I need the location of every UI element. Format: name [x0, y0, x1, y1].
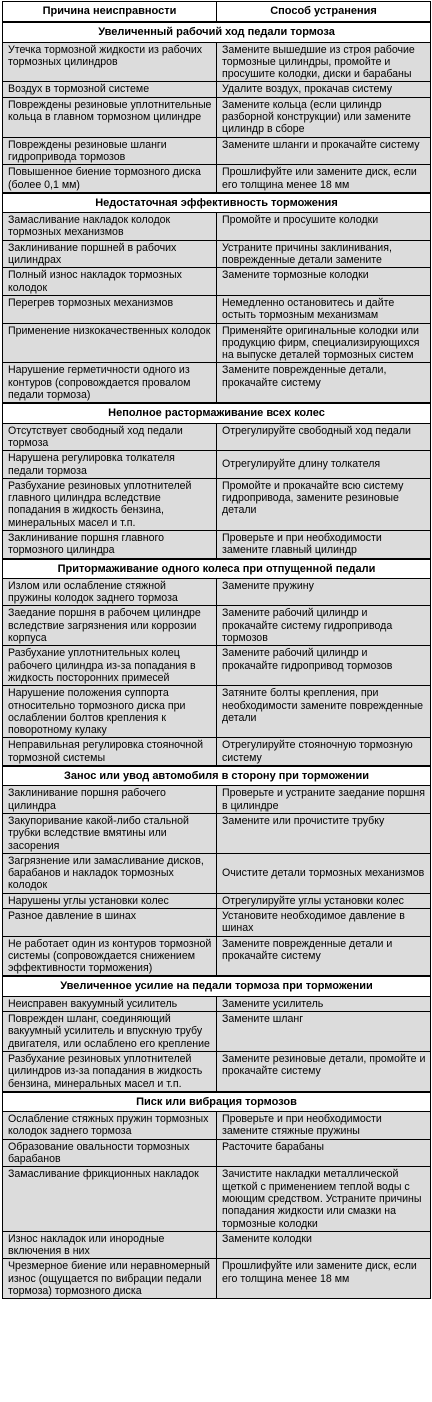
table-row: [3, 268, 431, 296]
table-row: [3, 1231, 431, 1259]
remedy-cell: Замените шланги и прокачайте систему: [217, 137, 431, 165]
cause-cell: Износ накладок или инородные включения в них: [3, 1231, 217, 1259]
remedy-cell: Замените пружину: [217, 578, 431, 606]
remedy-cell: Замените колодки: [217, 1231, 431, 1259]
cause-cell: Разное давление в шинах: [3, 909, 217, 937]
section-header: [3, 193, 431, 213]
remedy-cell: Замените поврежденные детали и прокачайте систему: [217, 936, 431, 976]
table-body: [3, 22, 431, 1299]
cause-cell: Перегрев тормозных механизмов: [3, 295, 217, 323]
cause-cell: Нарушение положения суппорта относительно тормозного диска при ослаблении болтов крепления к поворотному кулаку: [3, 686, 217, 738]
cause-cell: Повреждены резиновые уплотнительные кольца в главном тормозном цилиндре: [3, 97, 217, 137]
remedy-cell: Применяйте оригинальные колодки или продукцию фирм, специализирующихся на выпуске деталей тормозных систем: [217, 323, 431, 363]
section-header: [3, 22, 431, 42]
remedy-cell: Замените рабочий цилиндр и прокачайте систему гидропривода тормозов: [217, 606, 431, 646]
remedy-cell: Промойте и прокачайте всю систему гидропривода, замените резиновые детали: [217, 478, 431, 530]
remedy-cell: Замените шланг: [217, 1012, 431, 1052]
remedy-cell: Замените поврежденные детали, прокачайте систему: [217, 363, 431, 403]
table-row: [3, 213, 431, 241]
section-title: Занос или увод автомобиля в сторону при торможении: [3, 766, 431, 786]
cause-cell: Применение низкокачественных колодок: [3, 323, 217, 363]
table-row: [3, 137, 431, 165]
remedy-cell: Замените вышедшие из строя рабочие тормозные цилиндры, промойте и просушите колодки, диски и барабаны: [217, 42, 431, 82]
cause-cell: Повышенное биение тормозного диска (более 0,1 мм): [3, 165, 217, 193]
cause-cell: Образование овальности тормозных барабанов: [3, 1139, 217, 1167]
cause-cell: Повреждены резиновые шланги гидропривода тормозов: [3, 137, 217, 165]
section-header: [3, 1092, 431, 1112]
table-row: [3, 996, 431, 1011]
cause-cell: Отсутствует свободный ход педали тормоза: [3, 423, 217, 451]
table-row: [3, 1167, 431, 1231]
remedy-cell: Устраните причины заклинивания, поврежденные детали замените: [217, 240, 431, 268]
table-row: [3, 578, 431, 606]
table-row: [3, 423, 431, 451]
remedy-cell: Проверьте и при необходимости замените главный цилиндр: [217, 530, 431, 558]
table-row: [3, 813, 431, 853]
section-title: Недостаточная эффективность торможения: [3, 193, 431, 213]
troubleshooting-table: [2, 1, 431, 1299]
table-row: [3, 451, 431, 479]
remedy-cell: Затяните болты крепления, при необходимости замените поврежденные детали: [217, 686, 431, 738]
table-row: [3, 165, 431, 193]
table-row: [3, 323, 431, 363]
remedy-cell: Замените рабочий цилиндр и прокачайте гидропривод тормозов: [217, 646, 431, 686]
table-row: [3, 363, 431, 403]
header-row: [3, 2, 431, 23]
section-title: Притормаживание одного колеса при отпущенной педали: [3, 559, 431, 579]
section-title: Неполное растормаживание всех колес: [3, 403, 431, 423]
table-row: [3, 893, 431, 908]
header-remedy: Способ устранения: [217, 2, 431, 23]
table-row: [3, 530, 431, 558]
cause-cell: Не работает один из контуров тормозной системы (сопровождается снижением эффективности торможения): [3, 936, 217, 976]
remedy-cell: Промойте и просушите колодки: [217, 213, 431, 241]
section-title: Увеличенное усилие на педали тормоза при торможении: [3, 976, 431, 996]
remedy-cell: Расточите барабаны: [217, 1139, 431, 1167]
cause-cell: Излом или ослабление стяжной пружины колодок заднего тормоза: [3, 578, 217, 606]
cause-cell: Ослабление стяжных пружин тормозных колодок заднего тормоза: [3, 1112, 217, 1140]
section-header: [3, 976, 431, 996]
remedy-cell: Замените резиновые детали, промойте и прокачайте систему: [217, 1051, 431, 1091]
cause-cell: Замасливание накладок колодок тормозных механизмов: [3, 213, 217, 241]
remedy-cell: Прошлифуйте или замените диск, если его толщина менее 18 мм: [217, 165, 431, 193]
table-row: [3, 295, 431, 323]
remedy-cell: Замените тормозные колодки: [217, 268, 431, 296]
remedy-cell: Отрегулируйте длину толкателя: [217, 451, 431, 479]
header-cause: Причина неисправности: [3, 2, 217, 23]
table-row: [3, 1112, 431, 1140]
remedy-cell: Прошлифуйте или замените диск, если его толщина менее 18 мм: [217, 1259, 431, 1299]
table-row: [3, 853, 431, 893]
section-header: [3, 559, 431, 579]
table-row: [3, 738, 431, 766]
table-row: [3, 909, 431, 937]
remedy-cell: Проверьте и при необходимости замените стяжные пружины: [217, 1112, 431, 1140]
cause-cell: Воздух в тормозной системе: [3, 82, 217, 97]
section-title: Писк или вибрация тормозов: [3, 1092, 431, 1112]
table-row: [3, 42, 431, 82]
cause-cell: Утечка тормозной жидкости из рабочих тормозных цилиндров: [3, 42, 217, 82]
cause-cell: Нарушение герметичности одного из контуров (сопровождается провалом педали тормоза): [3, 363, 217, 403]
table-header: [3, 2, 431, 23]
table-row: [3, 240, 431, 268]
cause-cell: Чрезмерное биение или неравномерный износ (ощущается по вибрации педали тормоза) тормозного диска: [3, 1259, 217, 1299]
table-row: [3, 82, 431, 97]
remedy-cell: Очистите детали тормозных механизмов: [217, 853, 431, 893]
remedy-cell: Отрегулируйте свободный ход педали: [217, 423, 431, 451]
table-row: [3, 478, 431, 530]
cause-cell: Загрязнение или замасливание дисков, барабанов и накладок тормозных колодок: [3, 853, 217, 893]
remedy-cell: Удалите воздух, прокачав систему: [217, 82, 431, 97]
remedy-cell: Замените кольца (если цилиндр разборной конструкции) или замените цилиндр в сборе: [217, 97, 431, 137]
table-row: [3, 1012, 431, 1052]
cause-cell: Заедание поршня в рабочем цилиндре вследствие загрязнения или коррозии корпуса: [3, 606, 217, 646]
remedy-cell: Установите необходимое давление в шинах: [217, 909, 431, 937]
cause-cell: Разбухание резиновых уплотнителей главного цилиндра вследствие попадания в жидкость бензина, минеральных масел и т.п.: [3, 478, 217, 530]
table-row: [3, 786, 431, 814]
cause-cell: Полный износ накладок тормозных колодок: [3, 268, 217, 296]
section-title: Увеличенный рабочий ход педали тормоза: [3, 22, 431, 42]
cause-cell: Разбухание резиновых уплотнителей цилиндров из-за попадания в жидкость бензина, минеральных масел и т.п.: [3, 1051, 217, 1091]
remedy-cell: Отрегулируйте углы установки колес: [217, 893, 431, 908]
cause-cell: Закупоривание какой-либо стальной трубки вследствие вмятины или засорения: [3, 813, 217, 853]
table-row: [3, 1259, 431, 1299]
remedy-cell: Зачистите накладки металлической щеткой с применением теплой воды с моющим средством. Устраните причины попадания жидкости или смазки на тормозные колодки: [217, 1167, 431, 1231]
cause-cell: Поврежден шланг, соединяющий вакуумный усилитель и впускную трубу двигателя, или ослаблено его крепление: [3, 1012, 217, 1052]
remedy-cell: Замените или прочистите трубку: [217, 813, 431, 853]
cause-cell: Неправильная регулировка стояночной тормозной системы: [3, 738, 217, 766]
table-row: [3, 606, 431, 646]
table-row: [3, 936, 431, 976]
cause-cell: Нарушены углы установки колес: [3, 893, 217, 908]
cause-cell: Неисправен вакуумный усилитель: [3, 996, 217, 1011]
table-row: [3, 646, 431, 686]
table-row: [3, 686, 431, 738]
table-row: [3, 1051, 431, 1091]
cause-cell: Заклинивание поршня главного тормозного цилиндра: [3, 530, 217, 558]
section-header: [3, 766, 431, 786]
section-header: [3, 403, 431, 423]
cause-cell: Заклинивание поршня рабочего цилиндра: [3, 786, 217, 814]
remedy-cell: Проверьте и устраните заедание поршня в цилиндре: [217, 786, 431, 814]
cause-cell: Замасливание фрикционных накладок: [3, 1167, 217, 1231]
cause-cell: Заклинивание поршней в рабочих цилиндрах: [3, 240, 217, 268]
cause-cell: Разбухание уплотнительных колец рабочего цилиндра из-за попадания в жидкость посторонних примесей: [3, 646, 217, 686]
table-row: [3, 1139, 431, 1167]
remedy-cell: Замените усилитель: [217, 996, 431, 1011]
cause-cell: Нарушена регулировка толкателя педали тормоза: [3, 451, 217, 479]
remedy-cell: Немедленно остановитесь и дайте остыть тормозным механизмам: [217, 295, 431, 323]
table-row: [3, 97, 431, 137]
remedy-cell: Отрегулируйте стояночную тормозную систему: [217, 738, 431, 766]
